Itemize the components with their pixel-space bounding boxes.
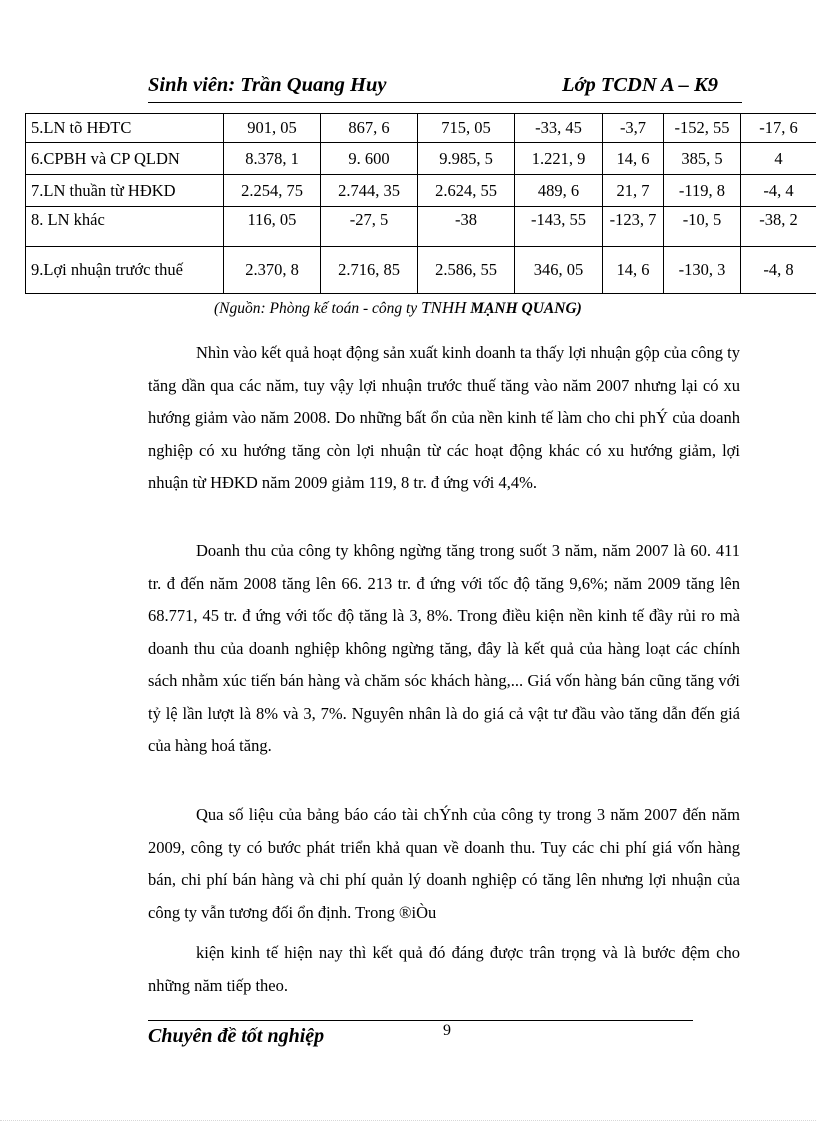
- row-label: 6.CPBH và CP QLDN: [26, 143, 224, 175]
- table-row: [26, 114, 816, 143]
- table-row: [26, 143, 816, 175]
- table-cell: 489, 6: [515, 175, 603, 207]
- row-label: 5.LN tõ HĐTC: [26, 114, 224, 143]
- table-cell: -130, 3: [664, 247, 741, 294]
- source-prefix: (Nguồn: Phòng kế toán - công ty: [214, 300, 422, 317]
- table-cell: 346, 05: [515, 247, 603, 294]
- table-cell: 385, 5: [664, 143, 741, 175]
- page-number: 9: [443, 1022, 451, 1039]
- table-cell: 116, 05: [224, 207, 321, 247]
- table-cell: -38, 2: [741, 207, 816, 247]
- table-cell: 867, 6: [321, 114, 418, 143]
- footer-title: Chuyên đề tốt nghiệp: [148, 1025, 325, 1047]
- table-cell: -27, 5: [321, 207, 418, 247]
- paragraph-4: kiện kinh tế hiện nay thì kết quả đó đáng được trân trọng và là bước đệm cho những năm tiếp theo.: [148, 943, 740, 995]
- table-cell: 2.716, 85: [321, 247, 418, 294]
- student-name: Sinh viên: Trần Quang Huy: [148, 74, 387, 96]
- table-cell: 14, 6: [603, 247, 664, 294]
- source-company: MẠNH QUANG): [466, 300, 582, 317]
- table-cell: -4, 8: [741, 247, 816, 294]
- table-cell: 901, 05: [224, 114, 321, 143]
- table-cell: 715, 05: [418, 114, 515, 143]
- paragraph-2: Doanh thu của công ty không ngừng tăng trong suốt 3 năm, năm 2007 là 60. 411 tr. đ đến năm 2008 tăng lên 66. 213 tr. đ ứng với tốc độ tăng 9,6%; năm 2009 tăng lên 68.771, 45 tr. đ ứng với tốc độ tăng là 3, 8%. Trong điều kiện nền kinh tế đầy rủi ro mà doanh thu của doanh nghiệp không ngừng tăng, đây là kết quả của hàng loạt các chính sách nhằm xúc tiến bán hàng và chăm sóc khách hàng,... Giá vốn hàng bán cũng tăng với tỷ lệ lần lượt là 8% và 3, 7%. Nguyên nhân là do giá cả vật tư đầu vào tăng dẫn đến giá của hàng hoá tăng.: [148, 541, 740, 755]
- class-name: Lớp TCDN A – K9: [561, 74, 718, 96]
- table-cell: 8.378, 1: [224, 143, 321, 175]
- footer-divider: [148, 1020, 693, 1021]
- page-edge: [0, 1120, 816, 1121]
- table-cell: -17, 6: [741, 114, 816, 143]
- table-row: [26, 247, 816, 294]
- row-label: 9.Lợi nhuận trước thuế: [26, 247, 224, 294]
- source-tnhh: TNHH: [421, 298, 467, 317]
- table-cell: -3,7: [603, 114, 664, 143]
- table-cell: -10, 5: [664, 207, 741, 247]
- table-row: [26, 175, 816, 207]
- table-cell: -152, 55: [664, 114, 741, 143]
- paragraph-3: Qua số liệu của bảng báo cáo tài chÝnh của công ty trong 3 năm 2007 đến năm 2009, công ty có bước phát triển khả quan về doanh thu. Tuy các chi phí giá vốn hàng bán, chi phí bán hàng và chi phí quản lý doanh nghiệp có tăng lên nhưng lợi nhuận của công ty vẫn tương đối ổn định. Trong ®iÒu: [148, 805, 740, 922]
- table-cell: 21, 7: [603, 175, 664, 207]
- table-cell: -143, 55: [515, 207, 603, 247]
- table-cell: 9. 600: [321, 143, 418, 175]
- paragraph-1: Nhìn vào kết quả hoạt động sản xuất kinh doanh ta thấy lợi nhuận gộp của công ty tăng dần qua các năm, tuy vậy lợi nhuận trước thuế tăng vào năm 2007 nhưng lại có xu hướng giảm vào năm 2008. Do những bất ổn của nền kinh tế làm cho chi phÝ của doanh nghiệp có xu hướng tăng còn lợi nhuận từ các hoạt động khác có xu hướng giảm, lợi nhuận từ HĐKD năm 2009 giảm 119, 8 tr. đ ứng với 4,4%.: [148, 343, 740, 492]
- page-header: [148, 74, 742, 103]
- table-cell: 9.985, 5: [418, 143, 515, 175]
- table-cell: -38: [418, 207, 515, 247]
- table-cell: 2.370, 8: [224, 247, 321, 294]
- table-cell: 2.624, 55: [418, 175, 515, 207]
- table-cell: -119, 8: [664, 175, 741, 207]
- table-cell: 2.254, 75: [224, 175, 321, 207]
- table-cell: 14, 6: [603, 143, 664, 175]
- table-cell: 2.586, 55: [418, 247, 515, 294]
- row-label: 7.LN thuần từ HĐKD: [26, 175, 224, 207]
- table-row: [26, 207, 816, 247]
- table-cell: 2.744, 35: [321, 175, 418, 207]
- table-cell: -123, 7: [603, 207, 664, 247]
- row-label: 8. LN khác: [26, 207, 224, 247]
- table-cell: 4: [741, 143, 816, 175]
- table-cell: -33, 45: [515, 114, 603, 143]
- profit-table: [25, 113, 816, 294]
- table-cell: -4, 4: [741, 175, 816, 207]
- source-note: [214, 298, 582, 318]
- table-cell: 1.221, 9: [515, 143, 603, 175]
